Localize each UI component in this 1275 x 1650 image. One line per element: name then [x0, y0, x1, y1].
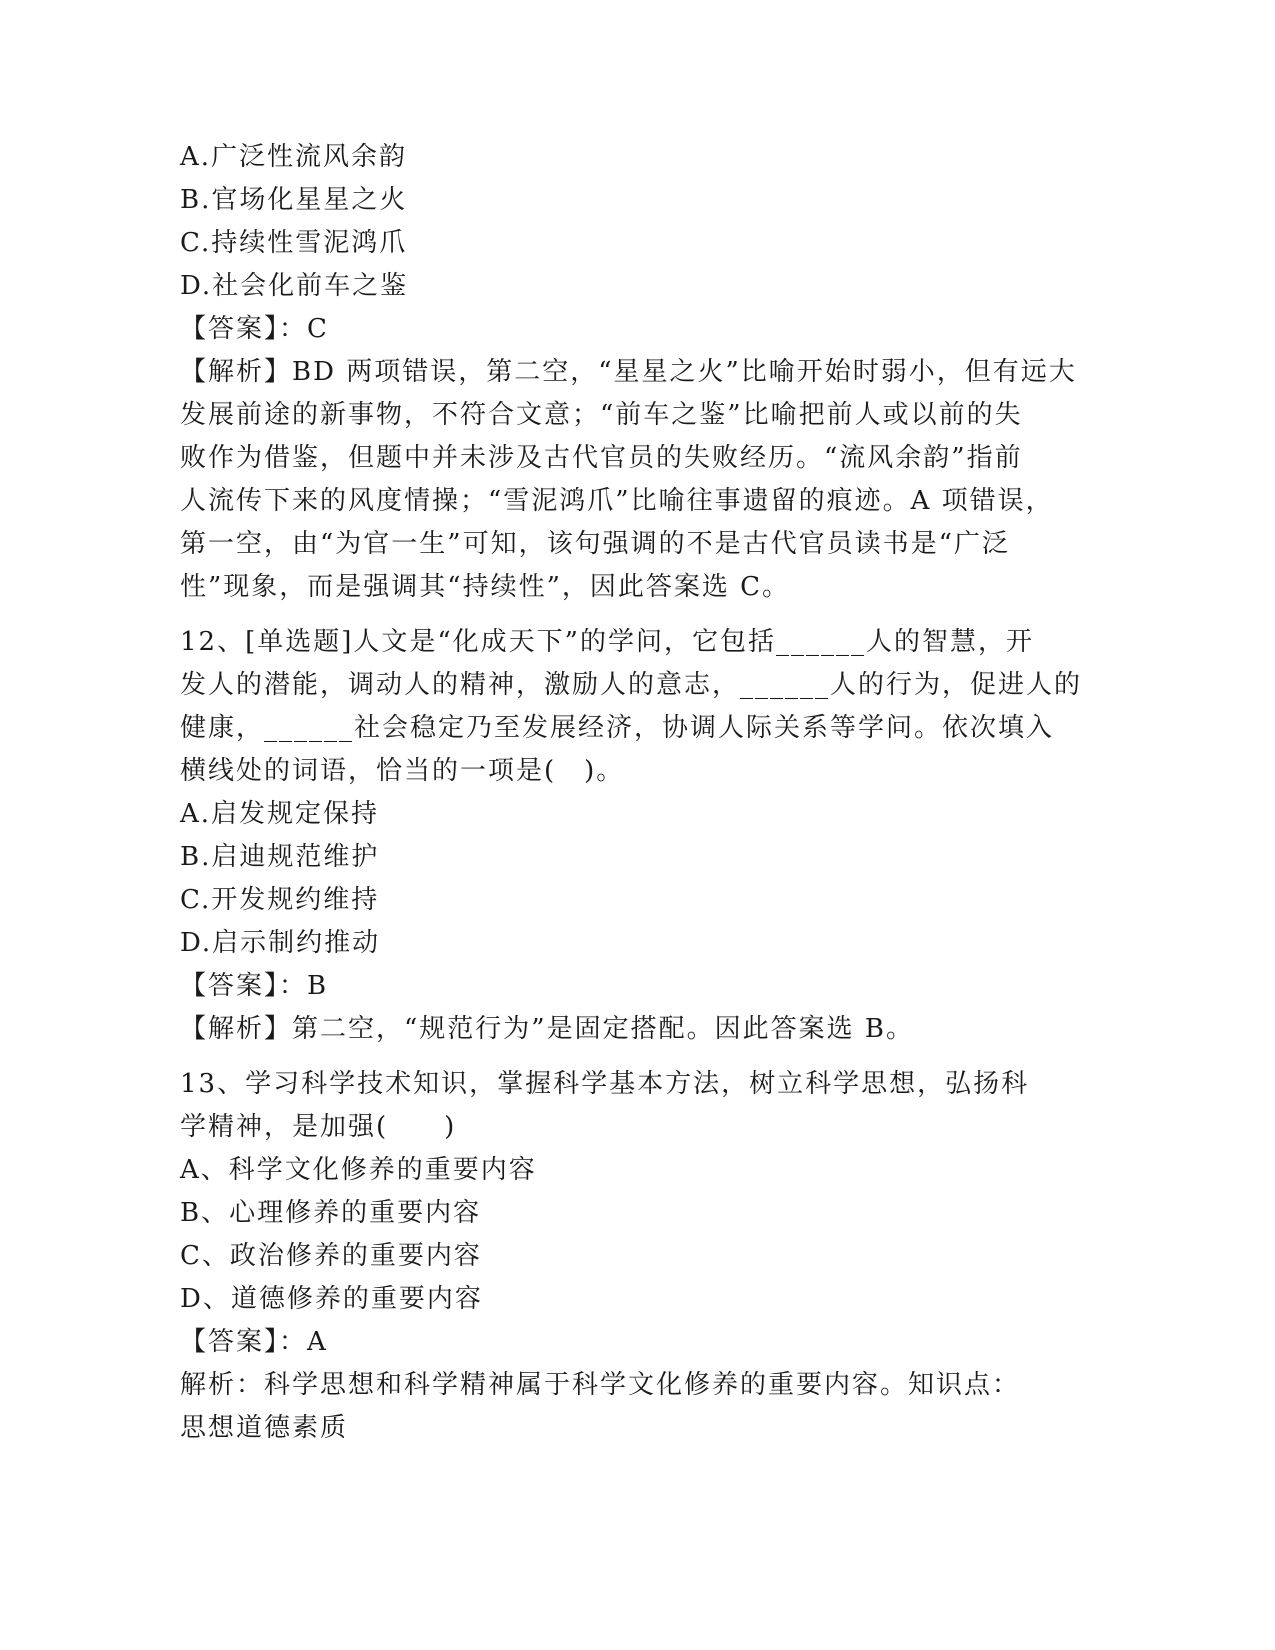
answer-line: 【答案】：B: [180, 971, 329, 1001]
answer-line: 【答案】：A: [180, 1327, 328, 1357]
question-12: [180, 621, 1083, 1051]
analysis-line: 人流传下来的风度情操；“雪泥鸿爪”比喻往事遗留的痕迹。A 项错误，: [180, 486, 1054, 516]
analysis-line: 发展前途的新事物，不符合文意；“前车之鉴”比喻把前人或以前的失: [180, 400, 1023, 430]
option-c: C、政治修养的重要内容: [180, 1241, 482, 1271]
question-stem-line: 健康，______社会稳定乃至发展经济，协调人际关系等学问。依次填入: [180, 713, 1055, 743]
question-stem-line: 13、学习科学技术知识，掌握科学基本方法，树立科学思想，弘扬科: [180, 1069, 1030, 1099]
analysis-line: 败作为借鉴，但题中并未涉及古代官员的失败经历。“流风余韵”指前: [180, 443, 1023, 473]
option-d: D.社会化前车之鉴: [180, 271, 409, 301]
option-c: C.开发规约维持: [180, 885, 380, 915]
question-13: [180, 1063, 1080, 1450]
document-page: [180, 136, 1083, 1450]
question-11: [180, 136, 1080, 609]
option-a: A.广泛性流风余韵: [180, 142, 408, 172]
option-a: A.启发规定保持: [180, 799, 380, 829]
answer-line: 【答案】：C: [180, 314, 329, 344]
question-stem-line: 12、[单选题]人文是“化成天下”的学问，它包括______人的智慧，开: [180, 627, 1034, 657]
spacer: [180, 609, 1080, 621]
analysis-line: 思想道德素质: [180, 1413, 349, 1443]
spacer: [180, 1051, 1080, 1063]
analysis-line: 第一空，由“为官一生”可知，该句强调的不是古代官员读书是“广泛: [180, 529, 1010, 559]
analysis-line: 性”现象，而是强调其“持续性”，因此答案选 C。: [180, 572, 791, 602]
question-stem-line: 学精神，是加强( ): [180, 1112, 457, 1142]
analysis-line: 解析：科学思想和科学精神属于科学文化修养的重要内容。知识点：: [180, 1370, 1021, 1400]
question-stem-line: 发人的潜能，调动人的精神，激励人的意志，______人的行为，促进人的: [180, 670, 1083, 700]
option-b: B.官场化星星之火: [180, 185, 408, 215]
analysis-line: 【解析】BD 两项错误，第二空，“星星之火”比喻开始时弱小，但有远大: [180, 357, 1077, 387]
analysis-line: 【解析】第二空，“规范行为”是固定搭配。因此答案选 B。: [180, 1014, 914, 1044]
option-b: B.启迪规范维护: [180, 842, 380, 872]
option-d: D.启示制约推动: [180, 928, 381, 958]
option-a: A、科学文化修养的重要内容: [180, 1155, 537, 1185]
option-d: D、道德修养的重要内容: [180, 1284, 483, 1314]
question-stem-line: 横线处的词语，恰当的一项是( )。: [180, 756, 625, 786]
option-b: B、心理修养的重要内容: [180, 1198, 482, 1228]
option-c: C.持续性雪泥鸿爪: [180, 228, 408, 258]
